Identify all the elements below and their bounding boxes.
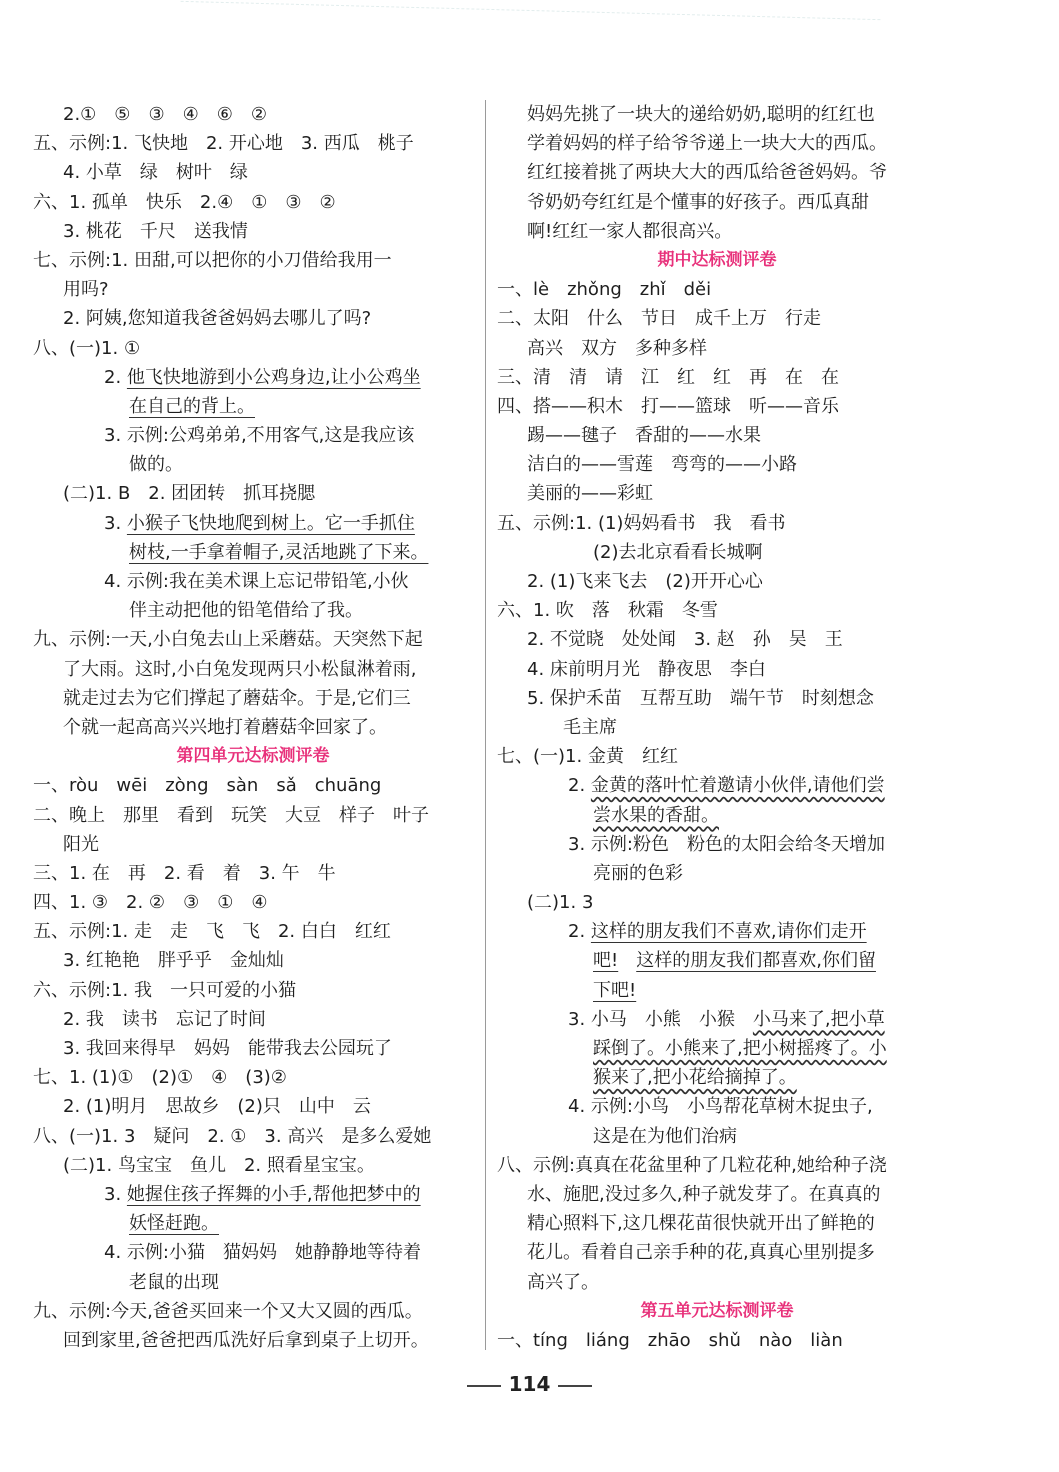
answer-line — [33, 158, 473, 187]
line-text: 4. 小草 绿 树叶 绿 — [63, 162, 248, 184]
answer-line — [33, 1238, 473, 1267]
line-text: 第四单元达标测评卷 — [176, 746, 330, 767]
answer-line — [33, 129, 473, 158]
answer-line — [33, 888, 473, 917]
line-text: 八、(一)1. 3 疑问 2. ① 3. 高兴 是多么爱她 — [33, 1125, 432, 1147]
answer-line — [497, 188, 937, 217]
answer-line — [33, 917, 473, 946]
answer-line — [33, 1151, 473, 1180]
answer-line — [497, 1063, 937, 1092]
answer-line — [33, 655, 473, 684]
answer-line — [497, 217, 937, 246]
line-text: 妈妈先挑了一块大的递给奶奶,聪明的红红也 — [527, 104, 875, 125]
line-text: 二、晚上 那里 看到 玩笑 大豆 样子 叶子 — [33, 804, 429, 826]
line-text: 4. 示例:小鸟 小鸟帮花草树木捉虫子, — [568, 1096, 873, 1118]
answer-line — [497, 742, 937, 771]
answer-line — [33, 275, 473, 304]
answer-line — [497, 392, 937, 421]
answer-line — [33, 450, 473, 479]
line-text: 一、lè zhǒng zhǐ děi — [497, 279, 712, 301]
answer-line — [497, 1238, 937, 1267]
underlined-answer: 下吧! — [593, 979, 637, 1001]
line-text: 三、1. 在 再 2. 看 着 3. 午 牛 — [33, 862, 336, 884]
answer-line — [33, 713, 473, 742]
answer-line — [33, 1297, 473, 1326]
line-text: 红红接着挑了两块大大的西瓜给爸爸妈妈。爷 — [527, 162, 887, 184]
line-text: 毛主席 — [563, 716, 617, 738]
line-text: 3. 示例:粉色 粉色的太阳会给冬天增加 — [568, 833, 885, 855]
line-text: 2. (1)明月 思故乡 (2)只 山中 云 — [63, 1096, 371, 1118]
underlined-answer: 吧! — [593, 950, 619, 972]
wavy-underlined-answer: 小马来了,把小草 — [752, 1008, 885, 1030]
line-text: 老鼠的出现 — [129, 1271, 219, 1293]
answer-line — [33, 1180, 473, 1209]
underlined-answer: 这样的朋友我们不喜欢,请你们走开 — [590, 921, 867, 943]
answer-line — [33, 830, 473, 859]
line-text: 3. 桃花 千尺 送我情 — [63, 220, 248, 242]
answer-line — [497, 976, 937, 1005]
underlined-answer: 她握住孩子挥舞的小手,帮他把梦中的 — [126, 1183, 421, 1205]
answer-line — [497, 625, 937, 654]
answer-line — [497, 917, 937, 946]
section-heading — [497, 1297, 937, 1326]
line-text: (2)去北京看看长城啊 — [593, 541, 763, 563]
page-number — [0, 1372, 1059, 1396]
page-number-dash-right — [558, 1385, 592, 1387]
line-text: 4. 示例:我在美术课上忘记带铅笔,小伙 — [104, 571, 409, 592]
line-text: 七、1. (1)① (2)① ④ (3)② — [33, 1067, 287, 1089]
column-divider — [485, 100, 486, 1350]
answer-line — [33, 976, 473, 1005]
line-text: 3. — [104, 1183, 127, 1205]
line-text: 八、示例:真真在花盆里种了几粒花种,她给种子浇 — [497, 1154, 887, 1176]
line-text: 六、1. 孤单 快乐 2.④ ① ③ ② — [33, 191, 336, 213]
answer-line — [497, 567, 937, 596]
answer-line — [33, 1063, 473, 1092]
answer-line — [497, 1092, 937, 1121]
line-text: 2.① ⑤ ③ ④ ⑥ ② — [63, 104, 267, 125]
line-text: 2. 我 读书 忘记了时间 — [63, 1008, 266, 1030]
answer-line — [33, 596, 473, 625]
line-text: 2. — [568, 921, 591, 943]
line-text: 啊!红红一家人都很高兴。 — [527, 220, 733, 242]
answer-line — [33, 1122, 473, 1151]
line-text: 精心照料下,这几棵花苗很快就开出了鲜艳的 — [527, 1213, 875, 1235]
answer-line — [33, 1005, 473, 1034]
answer-line — [33, 217, 473, 246]
answer-column-right — [497, 100, 937, 1355]
answer-line — [33, 1034, 473, 1063]
line-text: 爷奶奶夸红红是个懂事的好孩子。西瓜真甜 — [527, 191, 869, 213]
line-text: 二、太阳 什么 节日 成千上万 行走 — [497, 308, 821, 330]
answer-line — [497, 129, 937, 158]
underlined-answer: 树枝,一手拿着帽子,灵活地跳了下来。 — [129, 541, 429, 563]
answer-line — [33, 1268, 473, 1297]
line-text: 学着妈妈的样子给爷爷递上一块大大的西瓜。 — [527, 133, 887, 155]
section-heading — [33, 742, 473, 771]
answer-line — [33, 1326, 473, 1355]
wavy-underlined-answer: 尝水果的香甜。 — [593, 804, 719, 826]
answer-line — [497, 859, 937, 888]
line-text: 伴主动把他的铅笔借给了我。 — [129, 600, 363, 622]
answer-line — [33, 684, 473, 713]
answer-line — [33, 363, 473, 392]
answer-line — [33, 567, 473, 596]
answer-line — [33, 1092, 473, 1121]
answer-line — [33, 246, 473, 275]
underlined-answer: 这样的朋友我们都喜欢,你们留 — [636, 950, 876, 972]
line-text: 2. — [568, 775, 591, 797]
section-heading — [497, 246, 937, 275]
answer-line — [497, 538, 937, 567]
line-text: 用吗? — [63, 279, 109, 301]
answer-line — [497, 1326, 937, 1355]
answer-line — [497, 1209, 937, 1238]
line-text: 4. 床前明月光 静夜思 李白 — [527, 658, 766, 680]
answer-line — [33, 538, 473, 567]
answer-line — [497, 946, 937, 975]
wavy-underlined-answer: 金黄的落叶忙着邀请小伙伴,请他们尝 — [590, 775, 885, 797]
answer-line — [497, 771, 937, 800]
answer-line — [33, 479, 473, 508]
answer-line — [33, 859, 473, 888]
line-text: 四、1. ③ 2. ② ③ ① ④ — [33, 892, 268, 914]
line-text: 这是在为他们治病 — [593, 1125, 737, 1147]
line-text: (二)1. 鸟宝宝 鱼儿 2. 照看星宝宝。 — [63, 1154, 375, 1176]
line-text: 六、示例:1. 我 一只可爱的小猫 — [33, 979, 296, 1001]
line-text: 3. 示例:公鸡弟弟,不用客气,这是我应该 — [104, 425, 415, 447]
line-text: 5. 保护禾苗 互帮互助 端午节 时刻想念 — [527, 687, 874, 709]
answer-line — [497, 479, 937, 508]
line-text: 亮丽的色彩 — [593, 862, 683, 884]
line-text: (二)1. B 2. 团团转 抓耳挠腮 — [63, 483, 316, 505]
wavy-underlined-answer: 踩倒了。小熊来了,把小树摇疼了。小 — [593, 1038, 887, 1059]
line-text: 阳光 — [63, 833, 99, 855]
answer-line — [497, 1122, 937, 1151]
answer-line — [497, 334, 937, 363]
answer-line — [497, 1268, 937, 1297]
answer-line — [497, 509, 937, 538]
line-text — [618, 950, 636, 971]
line-text: 回到家里,爸爸把西瓜洗好后拿到桌子上切开。 — [63, 1329, 429, 1351]
line-text: 洁白的——雪莲 弯弯的——小路 — [527, 454, 797, 476]
wavy-underlined-answer: 猴来了,把小花给摘掉了。 — [593, 1067, 797, 1089]
answer-line — [33, 509, 473, 538]
line-text: 七、示例:1. 田甜,可以把你的小刀借给我用一 — [33, 249, 392, 271]
answer-line — [33, 304, 473, 333]
line-text: 五、示例:1. 走 走 飞 飞 2. 白白 红红 — [33, 921, 391, 943]
page-number-text: 114 — [508, 1372, 551, 1396]
underlined-answer: 小猴子飞快地爬到树上。它一手抓住 — [126, 512, 415, 534]
answer-line — [33, 625, 473, 654]
answer-line — [497, 1005, 937, 1034]
line-text: 就走过去为它们撑起了蘑菇伞。于是,它们三 — [63, 687, 411, 709]
answer-column-left — [33, 100, 473, 1355]
line-text: 水、施肥,没过多久,种子就发芽了。在真真的 — [527, 1183, 881, 1205]
line-text: 3. 小马 小熊 小猴 — [568, 1008, 753, 1030]
answer-line — [33, 100, 473, 129]
line-text: 踢——毽子 香甜的——水果 — [527, 425, 761, 447]
answer-line — [497, 363, 937, 392]
answer-line — [497, 801, 937, 830]
answer-line — [497, 100, 937, 129]
answer-line — [33, 1209, 473, 1238]
line-text: 五、示例:1. (1)妈妈看书 我 看书 — [497, 512, 786, 534]
line-text: 期中达标测评卷 — [657, 249, 777, 270]
scan-artifact-line — [180, 1, 881, 60]
line-text: 高兴 双方 多种多样 — [527, 337, 707, 359]
line-text: 九、示例:一天,小白兔去山上采蘑菇。天突然下起 — [33, 629, 423, 651]
line-text: 八、(一)1. ① — [33, 337, 141, 359]
line-text: 一、tíng liáng zhāo shǔ nào liàn — [497, 1329, 843, 1351]
answer-line — [33, 188, 473, 217]
line-text: 3. — [104, 512, 127, 534]
line-text: 美丽的——彩虹 — [527, 483, 653, 505]
answer-line — [497, 421, 937, 450]
answer-line — [497, 684, 937, 713]
line-text: 个就一起高高兴兴地打着蘑菇伞回家了。 — [63, 716, 387, 738]
line-text: 3. 我回来得早 妈妈 能带我去公园玩了 — [63, 1038, 392, 1059]
answer-line — [497, 655, 937, 684]
line-text: 三、清 清 请 江 红 红 再 在 在 — [497, 366, 839, 388]
underlined-answer: 妖怪赶跑。 — [129, 1213, 219, 1235]
answer-line — [497, 275, 937, 304]
line-text: 七、(一)1. 金黄 红红 — [497, 746, 678, 768]
line-text: 六、1. 吹 落 秋霜 冬雪 — [497, 600, 718, 622]
underlined-answer: 在自己的背上。 — [129, 395, 255, 417]
line-text: 做的。 — [129, 454, 183, 476]
answer-line — [497, 888, 937, 917]
answer-line — [33, 334, 473, 363]
line-text: (二)1. 3 — [527, 892, 594, 914]
line-text: 花儿。看着自己亲手种的花,真真心里别提多 — [527, 1242, 875, 1264]
line-text: 高兴了。 — [527, 1271, 599, 1293]
answer-line — [497, 1180, 937, 1209]
answer-line — [33, 771, 473, 800]
answer-line — [497, 1034, 937, 1063]
line-text: 五、示例:1. 飞快地 2. 开心地 3. 西瓜 桃子 — [33, 133, 414, 155]
line-text: 2. 阿姨,您知道我爸爸妈妈去哪儿了吗? — [63, 308, 372, 330]
line-text: 2. 不觉晓 处处闻 3. 赵 孙 吴 王 — [527, 629, 843, 651]
answer-line — [497, 830, 937, 859]
answer-line — [33, 421, 473, 450]
answer-line — [497, 713, 937, 742]
line-text: 3. 红艳艳 胖乎乎 金灿灿 — [63, 950, 284, 972]
line-text: 一、ròu wēi zòng sàn sǎ chuāng — [33, 775, 382, 797]
line-text: 2. — [104, 366, 127, 388]
page-number-dash-left — [467, 1385, 501, 1387]
answer-line — [33, 801, 473, 830]
line-text: 了大雨。这时,小白兔发现两只小松鼠淋着雨, — [63, 658, 417, 680]
answer-line — [497, 304, 937, 333]
answer-line — [497, 1151, 937, 1180]
line-text: 第五单元达标测评卷 — [640, 1300, 794, 1321]
answer-line — [497, 596, 937, 625]
answer-line — [33, 946, 473, 975]
answer-line — [497, 450, 937, 479]
answer-line — [497, 158, 937, 187]
answer-line — [33, 392, 473, 421]
underlined-answer: 他飞快地游到小公鸡身边,让小公鸡坐 — [126, 366, 421, 388]
line-text: 九、示例:今天,爸爸买回来一个又大又圆的西瓜。 — [33, 1300, 423, 1322]
line-text: 四、搭——积木 打——篮球 听——音乐 — [497, 395, 839, 417]
line-text: 4. 示例:小猫 猫妈妈 她静静地等待着 — [104, 1242, 421, 1264]
line-text: 2. (1)飞来飞去 (2)开开心心 — [527, 571, 763, 592]
